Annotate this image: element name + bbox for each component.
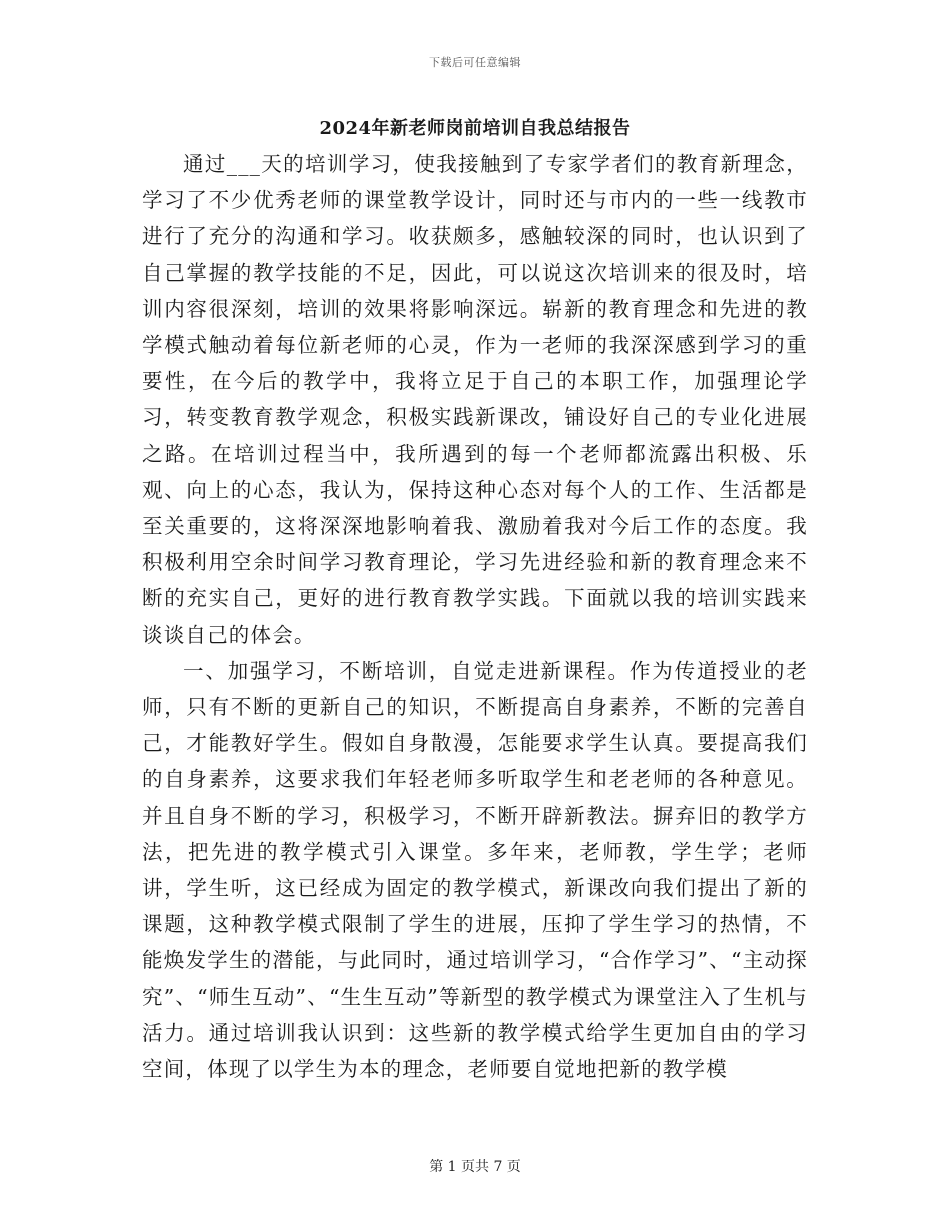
document-body: [142, 146, 808, 1087]
paragraph-section-one: 一、加强学习，不断培训，自觉走进新课程。作为传道授业的老师，只有不断的更新自己的知识，不断提高自身素养，不断的完善自己，才能教好学生。假如自身散漫，怎能要求学生认真。要提高我们的自身素养，这要求我们年轻老师多听取学生和老老师的各种意见。并且自身不断的学习，积极学习，不断开辟新教法。摒弃旧的教学方法，把先进的教学模式引入课堂。多年来，老师教，学生学；老师讲，学生听，这已经成为固定的教学模式，新课改向我们提出了新的课题，这种教学模式限制了学生的进展，压抑了学生学习的热情，不能焕发学生的潜能，与此同时，通过培训学习，“合作学习”、“主动探究”、“师生互动”、“生生互动”等新型的教学模式为课堂注入了生机与活力。通过培训我认识到：这些新的教学模式给学生更加自由的学习空间，体现了以学生为本的理念，老师要自觉地把新的教学模: [142, 658, 808, 1082]
paragraph-intro: 通过___天的培训学习，使我接触到了专家学者们的教育新理念，学习了不少优秀老师的课堂教学设计，同时还与市内的一些一线教市进行了充分的沟通和学习。收获颇多，感触较深的同时，也认识到了自己掌握的教学技能的不足，因此，可以说这次培训来的很及时，培训内容很深刻，培训的效果将影响深远。崭新的教育理念和先进的教学模式触动着每位新老师的心灵，作为一老师的我深深感到学习的重要性，在今后的教学中，我将立足于自己的本职工作，加强理论学习，转变教育教学观念，积极实践新课改，铺设好自己的专业化进展之路。在培训过程当中，我所遇到的每一个老师都流露出积极、乐观、向上的心态，我认为，保持这种心态对每个人的工作、生活都是至关重要的，这将深深地影响着我、激励着我对今后工作的态度。我积极利用空余时间学习教育理论，学习先进经验和新的教育理念来不断的充实自己，更好的进行教育教学实践。下面就以我的培训实践来谈谈自己的体会。: [142, 152, 808, 647]
page-header-note: 下载后可任意编辑: [429, 56, 521, 69]
document-title: 2024年新老师岗前培训自我总结报告: [319, 118, 631, 139]
page-number: 第 1 页共 7 页: [429, 1159, 521, 1175]
